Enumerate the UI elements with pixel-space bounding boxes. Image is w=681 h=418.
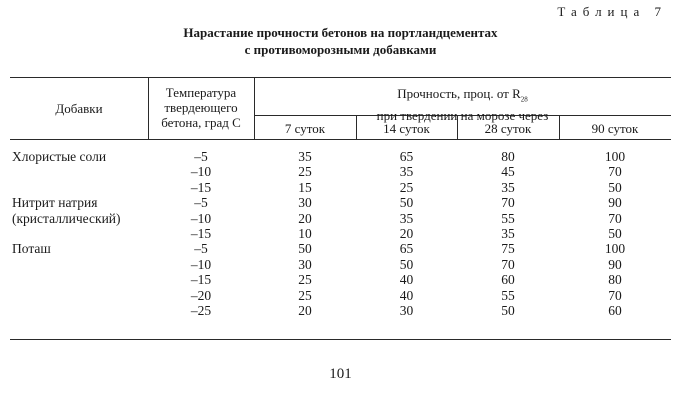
cell-temperature: –10 <box>190 256 212 272</box>
r28-subscript: 28 <box>520 95 528 104</box>
header-temperature <box>148 85 254 130</box>
cell-temperature: –15 <box>190 226 212 241</box>
cell-28-days: 35 <box>501 179 515 195</box>
table-title-line2: с противоморозными добавками <box>244 42 437 57</box>
table-top-rule <box>10 77 671 78</box>
table-label: Таблица 7 <box>557 4 667 19</box>
cell-14-days: 35 <box>399 164 414 180</box>
cell-temperature: –25 <box>190 303 212 318</box>
cell-temperature: –5 <box>194 195 208 211</box>
cell-7-days: 25 <box>298 272 312 288</box>
page-number: 101 <box>329 366 352 382</box>
cell-additive: (кристаллический) <box>12 210 121 226</box>
header-period-14: 14 суток <box>383 121 430 136</box>
cell-temperature: –10 <box>190 210 212 226</box>
header-temperature-line1: Температура <box>165 85 237 100</box>
table-bottom-rule <box>10 339 671 340</box>
cell-7-days: 25 <box>298 287 312 303</box>
cell-7-days: 15 <box>298 179 312 195</box>
cell-28-days: 50 <box>501 303 515 318</box>
header-period-90: 90 суток <box>591 121 639 136</box>
header-additive: Добавки <box>55 101 103 116</box>
cell-14-days: 65 <box>399 241 414 257</box>
cell-temperature: –5 <box>194 149 208 164</box>
cell-additive: Поташ <box>12 241 51 257</box>
cell-7-days: 20 <box>298 303 312 318</box>
cell-90-days: 80 <box>608 272 622 288</box>
header-temperature-line3: бетона, град С <box>161 115 241 130</box>
cell-7-days: 20 <box>298 210 312 226</box>
cell-7-days: 35 <box>298 149 312 164</box>
cell-28-days: 55 <box>501 210 515 226</box>
cell-14-days: 40 <box>399 272 414 288</box>
cell-14-days: 20 <box>399 226 414 241</box>
cell-temperature: –5 <box>194 241 208 257</box>
cell-28-days: 60 <box>501 272 515 288</box>
cell-14-days: 65 <box>399 149 414 164</box>
cell-14-days: 35 <box>399 210 414 226</box>
cell-7-days: 30 <box>298 195 312 211</box>
table-title-line1: Нарастание прочности бетонов на портландцементах <box>183 25 498 40</box>
cell-28-days: 75 <box>501 241 515 257</box>
cell-14-days: 25 <box>399 179 414 195</box>
cell-90-days: 50 <box>608 179 622 195</box>
header-temperature-line2: твердеющего <box>164 100 238 115</box>
cell-temperature: –10 <box>190 164 212 180</box>
cell-14-days: 30 <box>399 303 414 318</box>
cell-temperature: –15 <box>190 272 212 288</box>
cell-28-days: 80 <box>501 149 515 164</box>
cell-14-days: 50 <box>399 195 414 211</box>
cell-28-days: 70 <box>501 195 515 211</box>
header-strength-line1: Прочность, проц. от $R_{28}$ <box>397 86 528 104</box>
cell-7-days: 10 <box>298 226 312 241</box>
cell-28-days: 35 <box>501 226 515 241</box>
cell-28-days: 45 <box>501 164 515 180</box>
cell-28-days: 70 <box>501 256 515 272</box>
header-period-28: 28 суток <box>484 121 532 136</box>
cell-7-days: 25 <box>298 164 312 180</box>
cell-28-days: 55 <box>501 287 515 303</box>
cell-90-days: 100 <box>604 241 626 257</box>
cell-7-days: 50 <box>298 241 312 257</box>
cell-90-days: 50 <box>608 226 622 241</box>
header-period-7: 7 суток <box>284 121 326 136</box>
table-title <box>0 24 681 58</box>
header-bottom-rule <box>10 139 671 140</box>
cell-additive: Нитрит натрия <box>12 195 98 211</box>
cell-temperature: –15 <box>190 179 212 195</box>
header-strength-line2: при твердении на морозе через <box>376 107 549 123</box>
cell-temperature: –20 <box>190 287 212 303</box>
cell-90-days: 100 <box>604 149 626 164</box>
cell-additive: Хлористые соли <box>12 149 107 164</box>
cell-90-days: 70 <box>608 164 622 180</box>
cell-90-days: 90 <box>608 195 622 211</box>
cell-7-days: 30 <box>298 256 312 272</box>
cell-90-days: 60 <box>608 303 622 318</box>
cell-90-days: 90 <box>608 256 622 272</box>
cell-90-days: 70 <box>608 287 622 303</box>
cell-14-days: 40 <box>399 287 414 303</box>
cell-14-days: 50 <box>399 256 414 272</box>
cell-90-days: 70 <box>608 210 622 226</box>
header-strength <box>254 86 671 123</box>
